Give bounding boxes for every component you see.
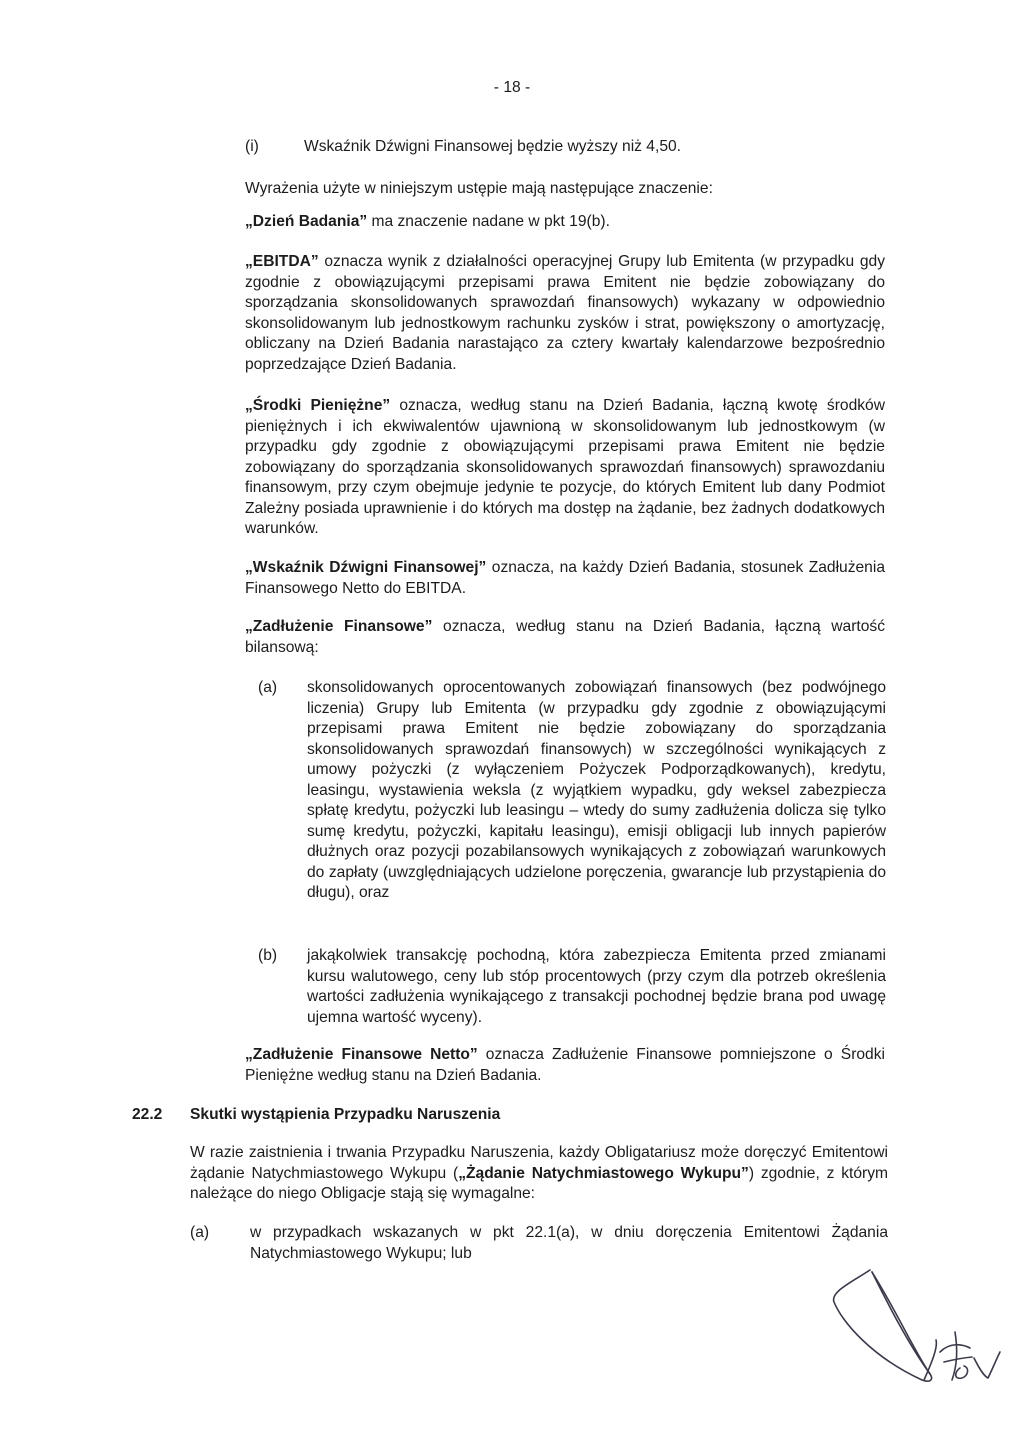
page-number: - 18 - [493, 79, 531, 96]
definition-srodki-pieniezne [245, 396, 885, 540]
item-i-text: Wskaźnik Dźwigni Finansowej będzie wyższy niż 4,50. [304, 138, 681, 155]
paragraph-text-end: ) zgodnie, z którym należące do niego Obligacje stają się wymagalne: [190, 1164, 888, 1202]
item-i-marker: (i) [245, 138, 259, 155]
definition-text: oznacza wynik z działalności operacyjnej Grupy lub Emitenta (w przypadku gdy zgodnie z obowiązującymi przepisami prawa Emitent nie będzie zobowiązany do sporządzania skonsolidowanych sprawozdań finansowych) wykazany w odpowiednio skonsolidowanym lub jednostkowym rachunku zysków i strat, powiększony o amortyzację, obliczany na Dzień Badania narastająco za cztery kwartały kalendarzowe bezpośrednio poprzedzające Dzień Badania. [245, 253, 885, 373]
definition-term: „Zadłużenie Finansowe” [245, 618, 433, 635]
definition-term: „Środki Pieniężne” [245, 397, 391, 414]
definition-wskaznik-dzwigni [245, 558, 885, 599]
definition-text: oznacza, według stanu na Dzień Badania, łączną kwotę środków pieniężnych i ich ekwiwalentów ujawnioną w skonsolidowanym lub jednostkowym (w przypadku gdy zgodnie z obowiązującymi przepisami prawa Emitent nie będzie zobowiązany do sporządzania skonsolidowanych sprawozdań finansowych) sprawozdaniu finansowym, przy czym obejmuje jedynie te pozycje, do których Emitent lub dany Podmiot Zależny posiada uprawnienie i do których ma dostęp na żądanie, bez żadnych dodatkowych warunków. [245, 397, 885, 537]
definition-dzien-badania [245, 212, 905, 233]
definition-ebitda [245, 252, 885, 375]
definition-term: „Dzień Badania” [245, 213, 368, 230]
signature-stroke [974, 1352, 1000, 1378]
list-marker: (b) [258, 947, 278, 964]
list-marker: (a) [190, 1224, 210, 1241]
definitions-intro: Wyrażenia użyte w niniejszym ustępie mają następujące znaczenie: [245, 180, 713, 197]
signature-stroke [834, 1270, 932, 1381]
definition-term: „Wskaźnik Dźwigni Finansowej” [245, 559, 487, 576]
definition-term: „EBITDA” [245, 253, 319, 270]
list-marker: (a) [258, 679, 278, 696]
list-item-text: skonsolidowanych oprocentowanych zobowiązań finansowych (bez podwójnego liczenia) Grupy lub Emitenta (w przypadku gdy zgodnie z obowiązującymi przepisami prawa Emitent nie będzie zobowiązany do sporządzania skonsolidowanych sprawozdań finansowych) w szczególności wynikających z umowy pożyczki (z wyłączeniem Pożyczek Podporządkowanych), kredytu, leasingu, wystawienia weksla (z wyjątkiem wypadku, gdy weksel zabezpiecza spłatę kredytu, pożyczki lub leasingu – wtedy do sumy zadłużenia dolicza się tylko sumę kredytu, pożyczki, kapitału leasingu), emisji obligacji lub innych papierów dłużnych oraz pozycji pozabilansowych wynikających z zobowiązań warunkowych do zapłaty (uwzględniających udzielone poręczenia, gwarancje lub przystąpienia do długu), oraz [307, 679, 886, 901]
section-number: 22.2 [132, 1106, 163, 1123]
paragraph-text-start: W razie zaistnienia i trwania Przypadku Naruszenia, każdy Obligatariusz może doręczyć Emitentowi żądanie Natychmiastowego Wykupu ( [190, 1144, 888, 1182]
list-item-text: jakąkolwiek transakcję pochodną, która zabezpiecza Emitenta przed zmianami kursu walutowego, ceny lub stóp procentowych (przy czym dla potrzeb określenia wartości zadłużenia wynikającego z transakcji pochodnej będzie brana pod uwagę ujemna wartość wyceny). [307, 947, 886, 1026]
signature-stroke [956, 1366, 968, 1378]
definition-zadluzenie-netto [245, 1045, 885, 1086]
section-paragraph [190, 1143, 888, 1205]
section-heading: Skutki wystąpienia Przypadku Naruszenia [190, 1106, 501, 1123]
definition-text: oznacza, na każdy Dzień Badania, stosunek Zadłużenia Finansowego Netto do EBITDA. [245, 559, 885, 597]
paragraph-term: „Żądanie Natychmiastowego Wykupu” [458, 1164, 749, 1182]
definition-term: „Zadłużenie Finansowe Netto” [245, 1046, 478, 1063]
list-item-text: w przypadkach wskazanych w pkt 22.1(a), w dniu doręczenia Emitentowi Żądania Natychmiastowego Wykupu; lub [250, 1224, 888, 1262]
definition-zadluzenie-finansowe [245, 617, 885, 658]
signature-stroke [940, 1345, 970, 1352]
definition-text: oznacza, według stanu na Dzień Badania, łączną wartość bilansową: [245, 618, 885, 656]
signature-initials [812, 1262, 1012, 1402]
signature-stroke [944, 1357, 972, 1362]
definition-text: ma znaczenie nadane w pkt 19(b). [367, 213, 610, 230]
definition-text: oznacza Zadłużenie Finansowe pomniejszone o Środki Pieniężne według stanu na Dzień Badania. [245, 1046, 885, 1084]
